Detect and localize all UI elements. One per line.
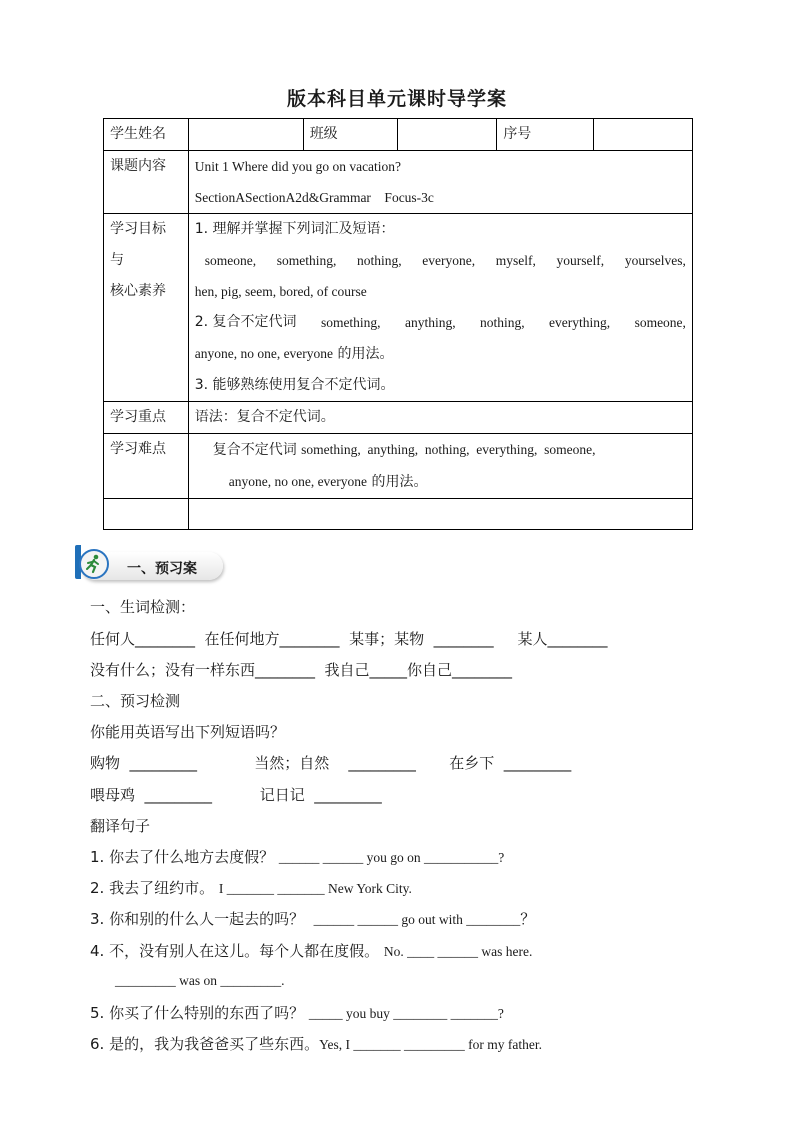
- key-label: 学习重点: [104, 402, 189, 434]
- section-badge: [75, 545, 225, 583]
- goal-2-line-2: anyone, no one, everyone 的用法。: [194, 346, 394, 362]
- goal-1-title: 1. 理解并掌握下列词汇及短语：: [194, 221, 395, 237]
- student-row: [104, 119, 693, 151]
- empty-row: [104, 499, 693, 530]
- sentence-3: 3. 你和别的什么人一起去的吗？ ______ ______ go out with ________？: [90, 910, 536, 928]
- topic-label: 课题内容: [104, 151, 189, 214]
- topic-line-2: SectionASectionA2d&Grammar Focus-3c: [194, 190, 434, 205]
- vocab-line-1: 任何人________ 在任何地方________ 某事；某物 ________ 某人________: [90, 630, 608, 648]
- goals-label: 学习目标 与 核心素养: [104, 214, 189, 402]
- class-label: 班级: [303, 119, 398, 151]
- difficulty-label: 学习难点: [104, 434, 189, 499]
- seq-label: 序号: [497, 119, 594, 151]
- goals-content: [188, 214, 692, 402]
- sentence-1: 1. 你去了什么地方去度假？ ______ ______ you go on ___________?: [90, 848, 505, 866]
- sentence-2: 2. 我去了纽约市。 I _______ _______ New York City.: [90, 879, 412, 897]
- goal-1-words-2: hen, pig, seem, bored, of course: [194, 284, 367, 299]
- goal-3: 3. 能够熟练使用复合不定代词。: [194, 377, 395, 393]
- goal-2-line: 2. 复合不定代词 something, anything, nothing, everything, someone,: [194, 314, 686, 330]
- seq-field[interactable]: [594, 119, 693, 151]
- goal-1-words: someone, something, nothing, everyone, myself, yourself, yourselves,: [204, 253, 686, 268]
- key-content: 语法：复合不定代词。: [188, 402, 692, 434]
- phrase-line-1: 购物 _________ 当然；自然 _________ 在乡下 _________: [90, 754, 572, 772]
- goals-row: [104, 214, 693, 402]
- sentence-4-cont: _________ was on _________.: [115, 973, 285, 988]
- key-row: [104, 402, 693, 434]
- preview-heading-2: 二、预习检测: [90, 692, 181, 710]
- section-badge-label: 一、预习案: [127, 561, 197, 577]
- vocab-line-2: 没有什么；没有一样东西________ 我自己_____你自己________: [90, 661, 513, 679]
- difficulty-row: [104, 434, 693, 499]
- lesson-info-table: [103, 118, 693, 530]
- sentence-5: 5. 你买了什么特别的东西了吗？ _____ you buy ________ _______?: [90, 1004, 504, 1022]
- translate-heading: 翻译句子: [90, 817, 151, 835]
- runner-icon: [79, 549, 109, 579]
- student-name-label: 学生姓名: [104, 119, 189, 151]
- page-title: 版本科目单元课时导学案: [286, 88, 507, 110]
- sentence-4: 4. 不，没有别人在这儿。每个人都在度假。 No. ____ ______ was here.: [90, 942, 533, 960]
- topic-content: [188, 151, 692, 214]
- phrase-line-2: 喂母鸡 _________ 记日记 _________: [90, 786, 382, 804]
- sentence-6: 6. 是的，我为我爸爸买了些东西。Yes, I _______ _________ for my father.: [90, 1035, 542, 1053]
- preview-heading-1: 一、生词检测：: [90, 598, 196, 616]
- topic-line-1: Unit 1 Where did you go on vacation?: [194, 159, 402, 174]
- topic-row: [104, 151, 693, 214]
- student-name-field[interactable]: [188, 119, 303, 151]
- phrase-question: 你能用英语写出下列短语吗？: [90, 723, 286, 741]
- class-field[interactable]: [398, 119, 497, 151]
- difficulty-content: 复合不定代词 something, anything, nothing, everything, someone, anyone, no one, everyone 的用法。: [188, 434, 692, 499]
